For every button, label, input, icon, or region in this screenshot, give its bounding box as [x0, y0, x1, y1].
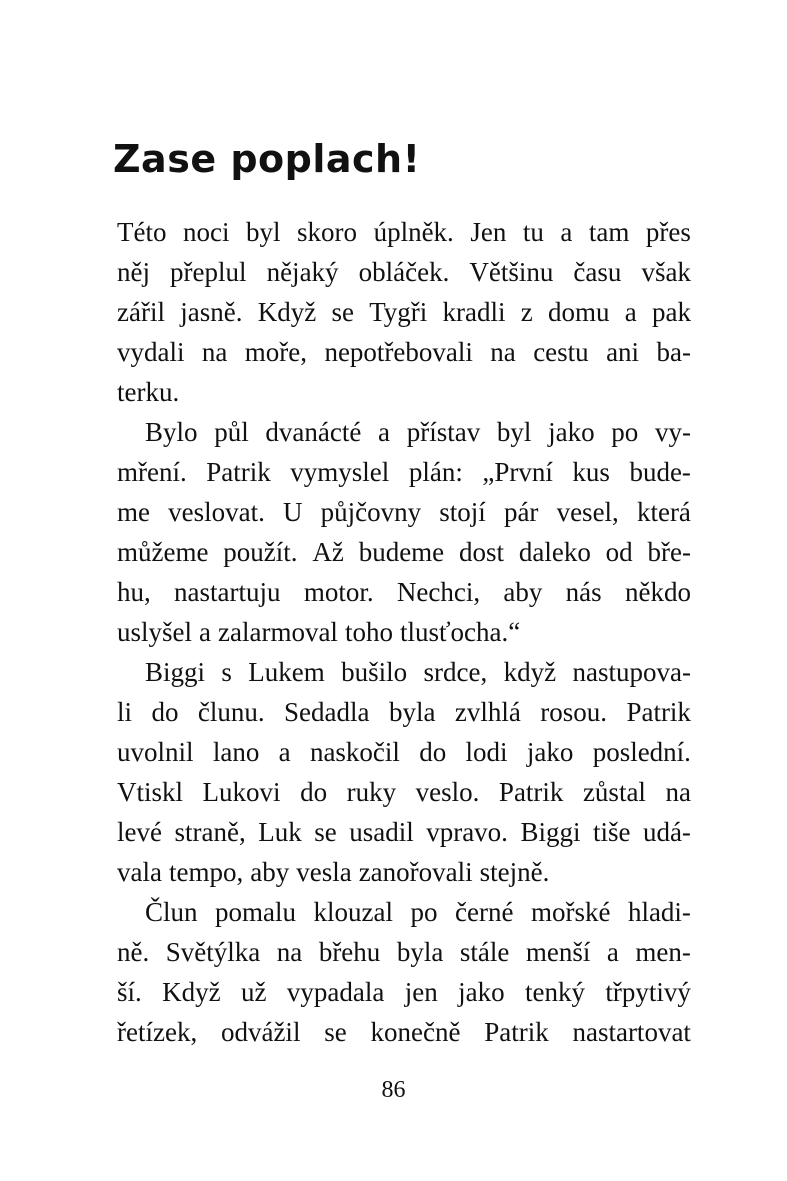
chapter-body-text: [117, 212, 691, 1052]
text-line: vala tempo, aby vesla zanořovali stejně.: [117, 857, 550, 887]
text-line: Bylo půl dvanácté a přístav byl jako po vy-: [145, 417, 691, 447]
text-line: ší. Když už vypadala jen jako tenký třpytivý: [117, 977, 691, 1007]
text-line: Vtiskl Lukovi do ruky veslo. Patrik zůstal na: [117, 777, 691, 807]
text-line: levé straně, Luk se usadil vpravo. Biggi tiše udá-: [117, 817, 691, 847]
text-line: li do člunu. Sedadla byla zvlhlá rosou. Patrik: [117, 697, 691, 727]
text-line: řetízek, odvážil se konečně Patrik nastartovat: [117, 1017, 691, 1047]
text-line: uslyšel a zalarmoval toho tlusťocha.“: [117, 617, 521, 647]
text-line: vydali na moře, nepotřebovali na cestu ani ba-: [117, 337, 691, 367]
text-line: ně. Světýlka na břehu byla stále menší a men-: [117, 937, 691, 967]
text-line: Této noci byl skoro úplněk. Jen tu a tam přes: [117, 217, 691, 247]
text-line: můžeme použít. Až budeme dost daleko od bře-: [117, 537, 691, 567]
chapter-title: Zase poplach!: [113, 137, 421, 181]
text-line: Člun pomalu klouzal po černé mořské hladi-: [145, 897, 691, 927]
text-line: me veslovat. U půjčovny stojí pár vesel, která: [117, 497, 691, 527]
text-line: zářil jasně. Když se Tygři kradli z domu a pak: [117, 297, 691, 327]
page-number: 86: [381, 1077, 406, 1103]
text-line: terku.: [117, 377, 180, 407]
text-line: hu, nastartuju motor. Nechci, aby nás někdo: [117, 577, 691, 607]
text-line: Biggi s Lukem bušilo srdce, když nastupova-: [145, 657, 691, 687]
text-line: uvolnil lano a naskočil do lodi jako poslední.: [117, 737, 691, 767]
text-line: něj přeplul nějaký obláček. Většinu času však: [117, 257, 691, 287]
text-line: mření. Patrik vymyslel plán: „První kus bude-: [117, 457, 691, 487]
